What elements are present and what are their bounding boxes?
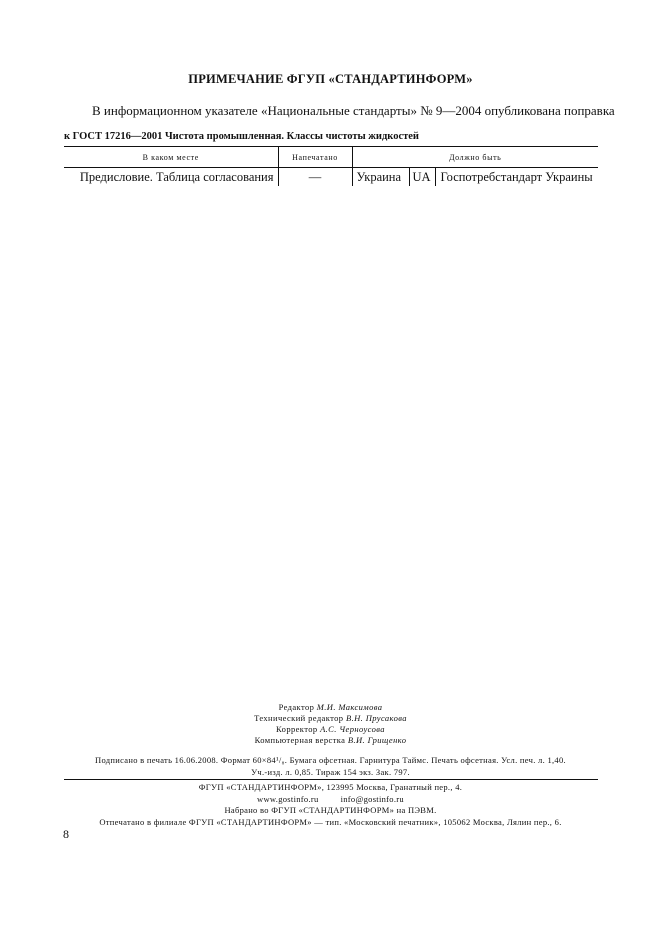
cell-country: Украина (352, 168, 409, 187)
cell-organization: Госпотребстандарт Украины (435, 168, 598, 187)
typeset-line: Набрано во ФГУП «СТАНДАРТИНФОРМ» на ПЭВМ. (224, 805, 437, 815)
print-imprint (0, 754, 661, 778)
publisher-info (0, 782, 661, 828)
credit-tech-editor: Технический редактор В.Н. Прусакова (254, 713, 407, 723)
signed-line: Подписано в печать 16.06.2008. Формат 60×84¹/₈. Бумага офсетная. Гарнитура Таймс. Печать офсетная. Усл. печ. л. 1,40. (95, 755, 566, 765)
credit-editor: Редактор М.И. Максимова (278, 702, 383, 712)
cell-place: Предисловие. Таблица согласования (79, 169, 274, 184)
print-run-line: Уч.-изд. л. 0,85. Тираж 154 экз. Зак. 797. (251, 767, 410, 777)
publisher-website: www.gostinfo.ru (257, 793, 319, 804)
credit-proofreader: Корректор А.С. Черноусова (276, 724, 385, 734)
header-printed: Напечатано (278, 147, 352, 168)
table-row (64, 168, 598, 187)
header-should-be: Должно быть (352, 147, 598, 168)
publisher-contacts (0, 794, 661, 806)
notice-title: ПРИМЕЧАНИЕ ФГУП «СТАНДАРТИНФОРМ» (188, 72, 473, 86)
correction-table (64, 147, 598, 186)
table-header-row (64, 147, 598, 168)
publisher-email: info@gostinfo.ru (340, 793, 404, 804)
credit-layout: Компьютерная верстка В.И. Грищенко (254, 735, 407, 745)
publisher-address: ФГУП «СТАНДАРТИНФОРМ», 123995 Москва, Гранатный пер., 4. (198, 782, 463, 792)
page-number: 8 (63, 827, 69, 841)
header-place: В каком месте (64, 147, 278, 168)
editorial-credits (0, 702, 661, 746)
printed-at-line: Отпечатано в филиале ФГУП «СТАНДАРТИНФОРМ» — тип. «Московский печатник», 105062 Москва, Лялин пер., 6. (99, 816, 562, 827)
imprint-divider (64, 779, 598, 780)
standard-reference: к ГОСТ 17216—2001 Чистота промышленная. Классы чистоты жидкостей (64, 131, 419, 142)
cell-country-code: UA (409, 168, 435, 187)
notice-intro: В информационном указателе «Национальные стандарты» № 9—2004 опубликована поправка (92, 103, 615, 118)
cell-printed: — (278, 168, 352, 187)
